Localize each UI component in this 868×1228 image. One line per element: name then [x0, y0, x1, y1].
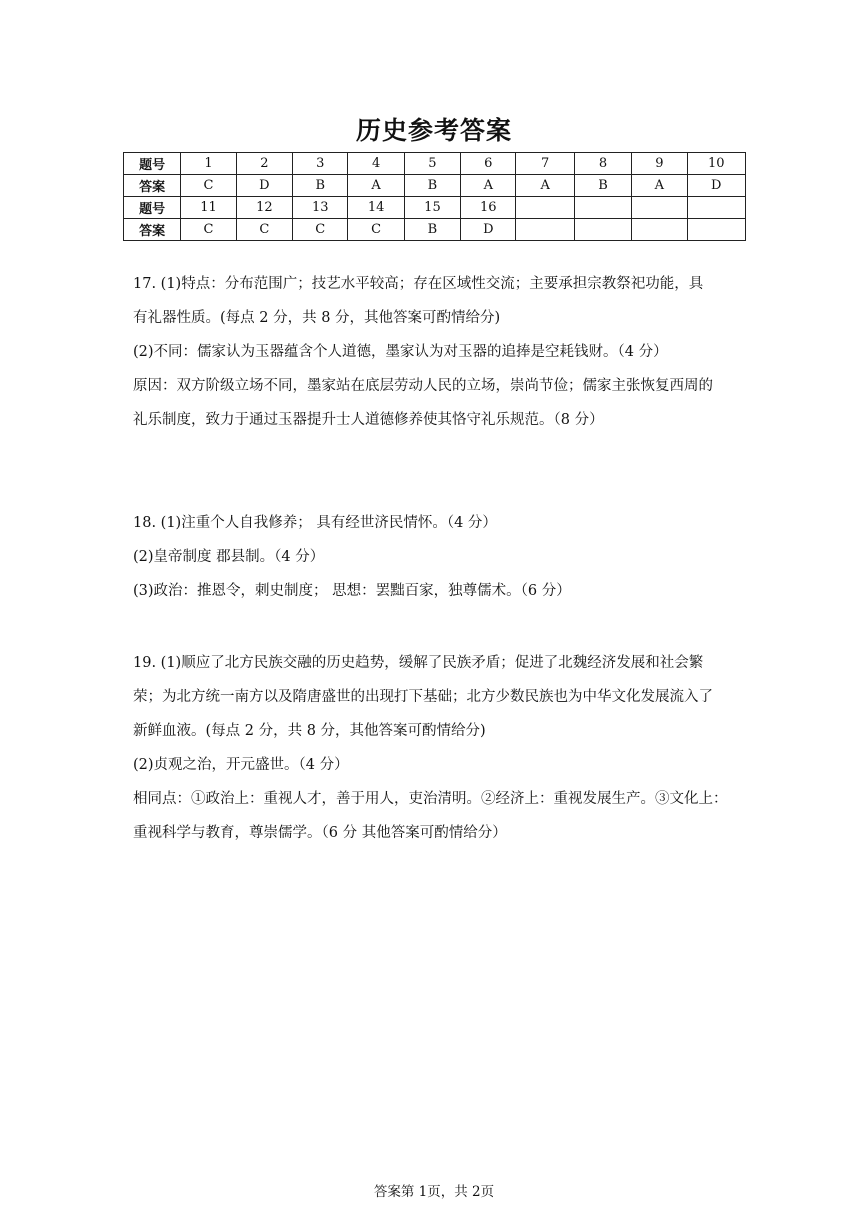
page-footer: 答案第 1页，共 2页	[373, 1184, 495, 1200]
table-cell	[574, 197, 631, 219]
table-cell: C	[181, 219, 236, 241]
table-cell	[687, 197, 745, 219]
table-cell: 3	[293, 153, 348, 175]
table-cell: C	[236, 219, 292, 241]
answer-17-line: 礼乐制度，致力于通过玉器提升士人道德修养使其恪守礼乐规范。（8 分）	[133, 412, 604, 428]
table-cell: A	[632, 175, 687, 197]
table-cell: 10	[687, 153, 745, 175]
table-row-header: 题号	[124, 153, 181, 175]
answer-17-line: 有礼器性质。(每点 2 分，共 8 分，其他答案可酌情给分)	[133, 310, 501, 326]
table-row-header: 答案	[124, 175, 181, 197]
table-cell: A	[348, 175, 404, 197]
table-cell: 5	[404, 153, 460, 175]
table-cell	[574, 219, 631, 241]
table-cell	[687, 219, 745, 241]
answer-19-line: (2)贞观之治，开元盛世。（4 分）	[133, 757, 349, 773]
table-cell: 6	[461, 153, 516, 175]
answer-17	[133, 267, 743, 437]
table-row-header: 题号	[124, 197, 181, 219]
table-cell: 1	[181, 153, 236, 175]
table-cell: B	[404, 175, 460, 197]
table-row	[124, 197, 746, 219]
table-cell: B	[574, 175, 631, 197]
table-cell: 12	[236, 197, 292, 219]
table-cell: 11	[181, 197, 236, 219]
table-cell: 2	[236, 153, 292, 175]
table-cell: A	[461, 175, 516, 197]
answer-17-line: (2)不同：儒家认为玉器蕴含个人道德，墨家认为对玉器的追捧是空耗钱财。（4 分）	[133, 344, 668, 360]
answer-18-line: (3)政治：推恩令，刺史制度； 思想：罢黜百家，独尊儒术。（6 分）	[133, 583, 571, 599]
table-cell: 9	[632, 153, 687, 175]
answer-18-line: 18. (1)注重个人自我修养； 具有经世济民情怀。（4 分）	[133, 515, 497, 531]
table-cell: B	[404, 219, 460, 241]
table-cell: 16	[461, 197, 516, 219]
table-cell: 13	[293, 197, 348, 219]
table-cell: 8	[574, 153, 631, 175]
answer-19-line: 相同点：①政治上：重视人才，善于用人，吏治清明。②经济上：重视发展生产。③文化上：	[133, 791, 728, 807]
table-cell: C	[348, 219, 404, 241]
table-cell: 7	[516, 153, 574, 175]
table-cell	[632, 219, 687, 241]
table-row	[124, 175, 746, 197]
answer-19	[133, 646, 743, 850]
table-cell	[632, 197, 687, 219]
table-cell: B	[293, 175, 348, 197]
answer-19-line: 19. (1)顺应了北方民族交融的历史趋势，缓解了民族矛盾；促进了北魏经济发展和社会繁	[133, 655, 704, 671]
answer-18-line: (2)皇帝制度 郡县制。（4 分）	[133, 549, 325, 565]
table-cell: 4	[348, 153, 404, 175]
answer-table	[123, 152, 746, 241]
table-cell: D	[236, 175, 292, 197]
table-cell: D	[687, 175, 745, 197]
answer-19-line: 新鲜血液。(每点 2 分，共 8 分，其他答案可酌情给分)	[133, 723, 486, 739]
table-cell: 14	[348, 197, 404, 219]
table-cell: C	[181, 175, 236, 197]
answer-17-line: 17. (1)特点：分布范围广；技艺水平较高；存在区域性交流；主要承担宗教祭祀功能，具	[133, 276, 704, 292]
answer-19-line: 荣；为北方统一南方以及隋唐盛世的出现打下基础；北方少数民族也为中华文化发展流入了	[133, 689, 713, 705]
page-title: 历史参考答案	[355, 116, 512, 145]
table-row	[124, 219, 746, 241]
answer-18	[133, 506, 743, 608]
answer-17-line: 原因：双方阶级立场不同，墨家站在底层劳动人民的立场，崇尚节俭；儒家主张恢复西周的	[133, 378, 713, 394]
table-row-header: 答案	[124, 219, 181, 241]
table-cell: D	[461, 219, 516, 241]
table-cell	[516, 219, 574, 241]
table-row	[124, 153, 746, 175]
table-cell: A	[516, 175, 574, 197]
table-cell: 15	[404, 197, 460, 219]
table-cell: C	[293, 219, 348, 241]
answer-19-line: 重视科学与教育，尊崇儒学。（6 分 其他答案可酌情给分）	[133, 825, 507, 841]
table-cell	[516, 197, 574, 219]
